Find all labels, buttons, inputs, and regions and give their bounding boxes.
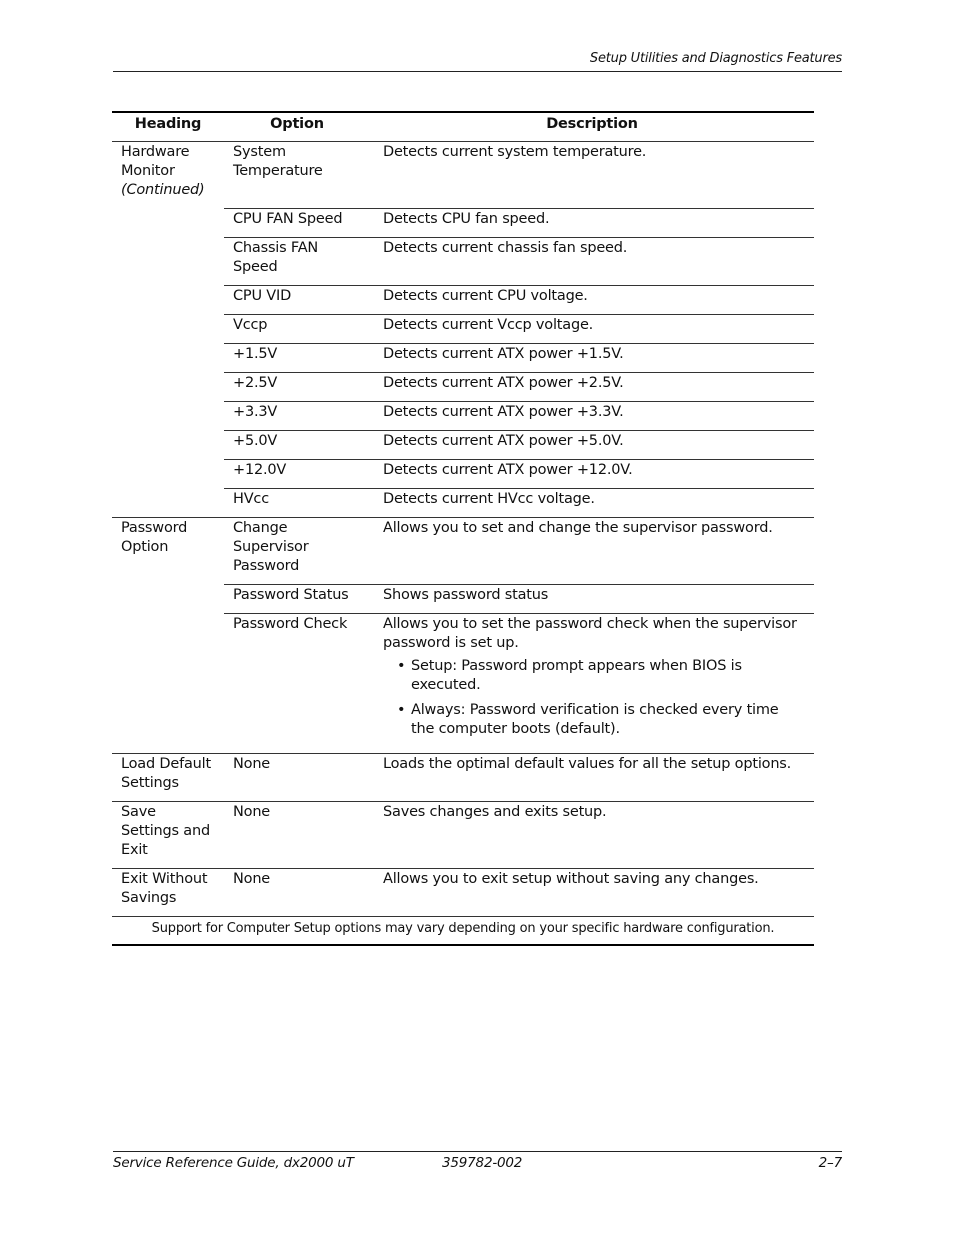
description-cell: Detects current CPU voltage. xyxy=(370,285,814,314)
option-cell: Password Status xyxy=(224,584,370,613)
option-cell: +1.5V xyxy=(224,343,370,372)
table-row xyxy=(112,868,814,916)
option-cell: HVcc xyxy=(224,488,370,517)
option-cell: +12.0V xyxy=(224,459,370,488)
description-cell: Loads the optimal default values for all the setup options. xyxy=(370,753,814,801)
heading-cell xyxy=(112,208,224,237)
table-footnote: Support for Computer Setup options may vary depending on your specific hardware configuration. xyxy=(112,916,814,945)
setup-options-table xyxy=(112,111,814,946)
footer-part-number: 359782-002 xyxy=(442,1155,523,1171)
header-divider xyxy=(113,71,842,72)
heading-text: Hardware Monitor xyxy=(121,144,190,179)
table-row xyxy=(112,584,814,613)
table-header-row xyxy=(112,112,814,142)
heading-cell xyxy=(112,459,224,488)
heading-cell xyxy=(112,237,224,285)
option-cell: Password Check xyxy=(224,613,370,753)
option-cell: Vccp xyxy=(224,314,370,343)
table-row xyxy=(112,208,814,237)
bullet-item: • Always: Password verification is checked every time the computer boots (default). xyxy=(397,701,806,739)
description-cell: Detects current ATX power +2.5V. xyxy=(370,372,814,401)
heading-cell xyxy=(112,584,224,613)
column-header-option: Option xyxy=(224,112,370,142)
description-cell: Detects current chassis fan speed. xyxy=(370,237,814,285)
heading-cell xyxy=(112,142,224,209)
heading-cell xyxy=(112,401,224,430)
heading-cell xyxy=(112,343,224,372)
table-row xyxy=(112,459,814,488)
description-cell: Detects current Vccp voltage. xyxy=(370,314,814,343)
table-row xyxy=(112,343,814,372)
description-cell: Saves changes and exits setup. xyxy=(370,801,814,868)
column-header-description: Description xyxy=(370,112,814,142)
heading-cell xyxy=(112,372,224,401)
footer-page-number: 2–7 xyxy=(818,1155,842,1171)
option-cell: None xyxy=(224,868,370,916)
heading-cell xyxy=(112,314,224,343)
heading-cell: Load Default Settings xyxy=(112,753,224,801)
table-row xyxy=(112,237,814,285)
table-row xyxy=(112,372,814,401)
bullet-list xyxy=(383,657,806,739)
table-row xyxy=(112,517,814,584)
option-cell: Change Supervisor Password xyxy=(224,517,370,584)
heading-cell: Password Option xyxy=(112,517,224,584)
description-cell: Detects current ATX power +1.5V. xyxy=(370,343,814,372)
description-cell: Allows you to set and change the supervisor password. xyxy=(370,517,814,584)
description-cell: Detects current ATX power +5.0V. xyxy=(370,430,814,459)
description-cell xyxy=(370,613,814,753)
table-row xyxy=(112,314,814,343)
footer-guide-title: Service Reference Guide, dx2000 uT xyxy=(113,1155,354,1171)
column-header-heading: Heading xyxy=(112,112,224,142)
description-cell: Allows you to exit setup without saving any changes. xyxy=(370,868,814,916)
bullet-item: • Setup: Password prompt appears when BIOS is executed. xyxy=(397,657,806,695)
table-row xyxy=(112,488,814,517)
description-text: Allows you to set the password check when the supervisor password is set up. xyxy=(383,615,797,651)
heading-cell xyxy=(112,430,224,459)
option-cell: +2.5V xyxy=(224,372,370,401)
option-cell: Chassis FAN Speed xyxy=(224,237,370,285)
heading-cell xyxy=(112,285,224,314)
table-row xyxy=(112,285,814,314)
table-row xyxy=(112,430,814,459)
table-row xyxy=(112,801,814,868)
option-cell: None xyxy=(224,801,370,868)
heading-cell xyxy=(112,613,224,753)
heading-continued-note: (Continued) xyxy=(121,182,205,198)
table-row xyxy=(112,753,814,801)
option-cell: CPU FAN Speed xyxy=(224,208,370,237)
table-row xyxy=(112,142,814,209)
heading-cell: Exit Without Savings xyxy=(112,868,224,916)
description-cell: Detects current HVcc voltage. xyxy=(370,488,814,517)
footer-divider xyxy=(113,1151,842,1152)
option-cell: None xyxy=(224,753,370,801)
description-cell: Detects CPU fan speed. xyxy=(370,208,814,237)
table-row xyxy=(112,613,814,753)
heading-cell: Save Settings and Exit xyxy=(112,801,224,868)
option-cell: +5.0V xyxy=(224,430,370,459)
description-cell: Detects current ATX power +3.3V. xyxy=(370,401,814,430)
table-row xyxy=(112,401,814,430)
heading-cell xyxy=(112,488,224,517)
description-cell: Shows password status xyxy=(370,584,814,613)
option-cell: System Temperature xyxy=(233,144,323,179)
running-header: Setup Utilities and Diagnostics Features xyxy=(589,51,842,66)
table-note-row xyxy=(112,916,814,945)
option-cell: +3.3V xyxy=(224,401,370,430)
description-cell: Detects current system temperature. xyxy=(383,144,647,160)
option-cell: CPU VID xyxy=(224,285,370,314)
description-cell: Detects current ATX power +12.0V. xyxy=(370,459,814,488)
